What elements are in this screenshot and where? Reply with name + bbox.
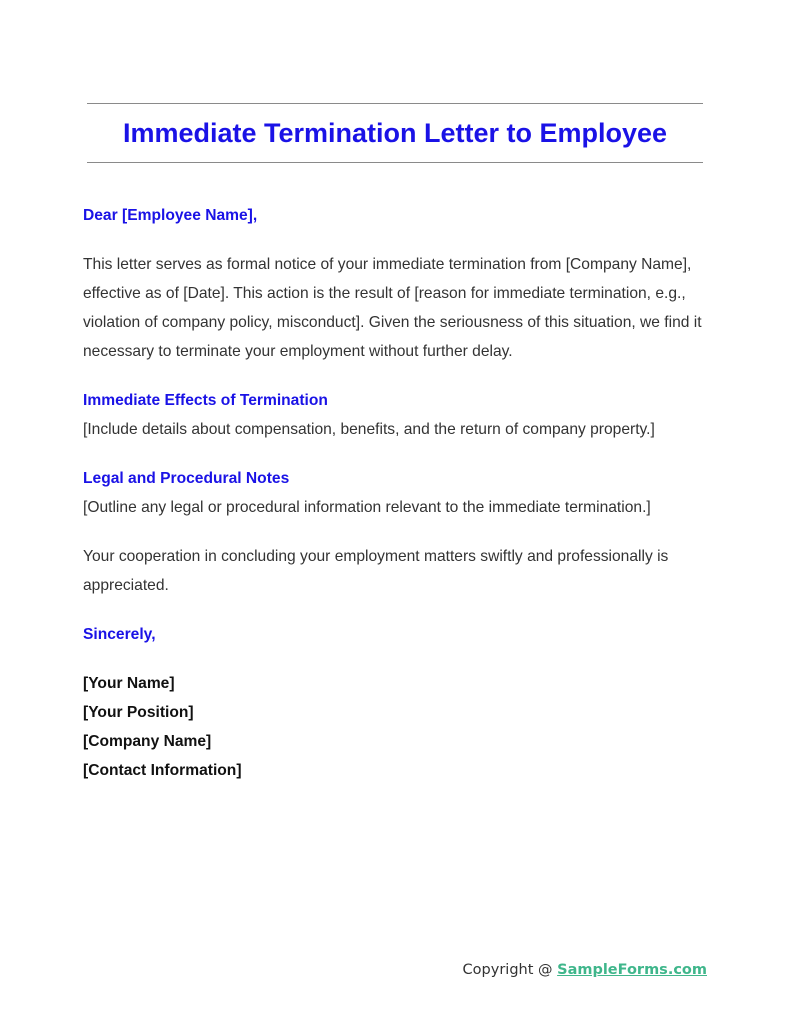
section-heading-legal: Legal and Procedural Notes [83, 470, 290, 487]
closing: Sincerely, [83, 626, 156, 643]
signature-name: [Your Name] [83, 675, 175, 692]
section-body-legal: [Outline any legal or procedural information relevant to the immediate termination.] [83, 499, 651, 516]
section-body-effects: [Include details about compensation, benefits, and the return of company property.] [83, 421, 655, 438]
title-bottom-rule [87, 162, 703, 163]
salutation: Dear [Employee Name], [83, 207, 258, 224]
document-title: Immediate Termination Letter to Employee [122, 118, 668, 148]
section-heading-effects: Immediate Effects of Termination [83, 392, 328, 409]
brand-link[interactable]: SampleForms.com [557, 962, 707, 978]
signature-company: [Company Name] [83, 733, 212, 750]
signature-block [83, 669, 713, 785]
intro-paragraph: This letter serves as formal notice of your immediate termination from [Company Name], effective as of [Date]. This action is the result of [reason for immediate termination, e.g., violation of company policy, misconduct]. Given the seriousness of this situation, we find it necessary to terminate your employment without further delay. [83, 256, 702, 360]
signature-position: [Your Position] [83, 704, 194, 721]
copyright-footer [463, 962, 707, 978]
copyright-prefix: Copyright @ [462, 962, 558, 978]
closing-paragraph: Your cooperation in concluding your employment matters swiftly and professionally is appreciated. [83, 548, 669, 594]
title-top-rule [87, 103, 703, 104]
signature-contact: [Contact Information] [83, 762, 242, 779]
letter-body [83, 201, 713, 785]
